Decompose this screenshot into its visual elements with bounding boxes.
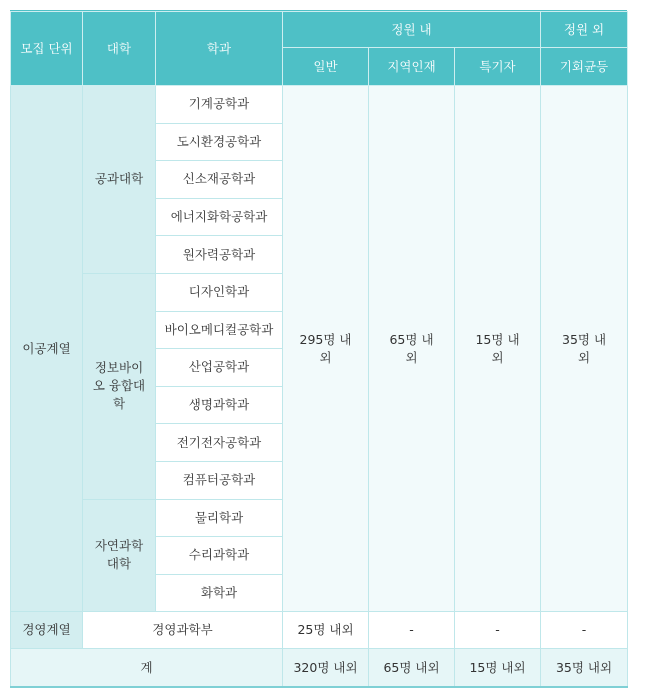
table-row (11, 612, 628, 649)
total-general-quota: 320명 내외 (283, 649, 369, 688)
college-engineering: 공과대학 (83, 86, 156, 274)
header-college: 대학 (83, 12, 156, 86)
department-cell: 전기전자공학과 (156, 424, 283, 462)
department-cell: 기계공학과 (156, 86, 283, 124)
business-department: 경영과학부 (83, 612, 283, 649)
business-special-quota: - (455, 612, 541, 649)
header-equal-opportunity: 기회균등 (541, 48, 628, 86)
department-cell: 도시환경공학과 (156, 123, 283, 161)
table-row (11, 86, 628, 124)
department-cell: 컴퓨터공학과 (156, 461, 283, 499)
department-cell: 화학과 (156, 574, 283, 612)
department-cell: 생명과학과 (156, 386, 283, 424)
total-regional-quota: 65명 내외 (369, 649, 455, 688)
business-equal-opportunity-quota: - (541, 612, 628, 649)
total-row (11, 649, 628, 688)
engineering-general-quota: 295명 내외 (283, 86, 369, 612)
department-cell: 디자인학과 (156, 273, 283, 311)
header-department: 학과 (156, 12, 283, 86)
engineering-equal-opportunity-quota: 35명 내외 (541, 86, 628, 612)
header-unit: 모집 단위 (11, 12, 83, 86)
table-body (11, 86, 628, 688)
college-natural-science: 자연과학 대학 (83, 499, 156, 612)
department-cell: 산업공학과 (156, 349, 283, 387)
department-cell: 원자력공학과 (156, 236, 283, 274)
header-general: 일반 (283, 48, 369, 86)
department-cell: 에너지화학공학과 (156, 198, 283, 236)
unit-engineering: 이공계열 (11, 86, 83, 612)
header-special: 특기자 (455, 48, 541, 86)
engineering-special-quota: 15명 내외 (455, 86, 541, 612)
total-special-quota: 15명 내외 (455, 649, 541, 688)
header-regional: 지역인재 (369, 48, 455, 86)
department-cell: 신소재공학과 (156, 161, 283, 199)
header-inside-quota: 정원 내 (283, 12, 541, 48)
header-outside-quota: 정원 외 (541, 12, 628, 48)
admission-quota-table (10, 11, 628, 688)
business-general-quota: 25명 내외 (283, 612, 369, 649)
department-cell: 바이오메디컬공학과 (156, 311, 283, 349)
table-header (11, 12, 628, 86)
department-cell: 수리과학과 (156, 537, 283, 575)
unit-business: 경영계열 (11, 612, 83, 649)
engineering-regional-quota: 65명 내외 (369, 86, 455, 612)
department-cell: 물리학과 (156, 499, 283, 537)
business-regional-quota: - (369, 612, 455, 649)
total-equal-opportunity-quota: 35명 내외 (541, 649, 628, 688)
total-label: 계 (11, 649, 283, 688)
college-info-bio: 정보바이오 융합대학 (83, 273, 156, 499)
